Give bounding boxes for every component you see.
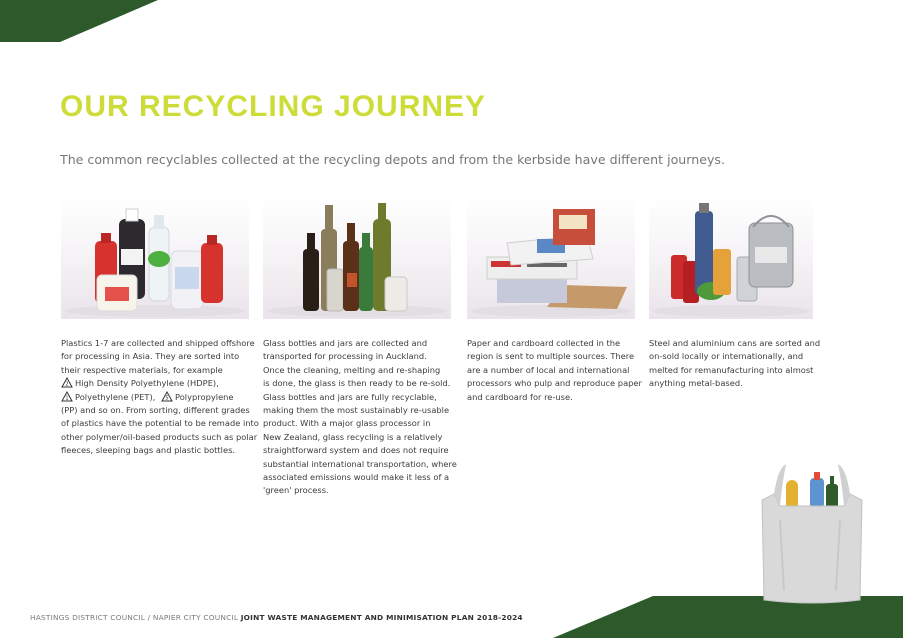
glass-photo bbox=[263, 199, 451, 319]
glass-bottles-illustration bbox=[263, 199, 451, 319]
column-glass bbox=[263, 199, 457, 498]
footer bbox=[30, 613, 523, 622]
svg-text:5: 5 bbox=[165, 395, 169, 402]
paper-description: Paper and cardboard collected in the region is sent to multiple sources. There are a number of local and international processors who pulp and reproduce paper and cardboard for re-use. bbox=[467, 338, 642, 402]
svg-text:1: 1 bbox=[65, 395, 69, 402]
plastics-description: Plastics 1-7 are collected and shipped offshore for processing in Asia. They are sorted into their respective materials, for example 2 High Density Polyethylene (HDPE), 1 Polyethylene (PET), 5 Polypropylene (PP) and so on. From sorting, different grades of plastics have the potential to be remade into other polymer/oil-based products such as polar fleeces, sleeping bags and plastic bottles. bbox=[61, 338, 259, 456]
footer-plan-title: JOINT WASTE MANAGEMENT AND MINIMISATION PLAN 2018-2024 bbox=[240, 613, 523, 622]
cans-photo bbox=[649, 199, 813, 319]
recycle-1-icon bbox=[61, 391, 73, 402]
recycle-2-icon bbox=[61, 377, 73, 388]
svg-text:2: 2 bbox=[65, 381, 69, 388]
page-subtitle: The common recyclables collected at the recycling depots and from the kerbside have different journeys. bbox=[60, 152, 725, 167]
top-left-corner-band bbox=[0, 0, 160, 44]
page-title: OUR RECYCLING JOURNEY bbox=[60, 90, 487, 123]
glass-description: Glass bottles and jars are collected and transported for processing in Auckland. Once the cleaning, melting and re-shaping is done, the glass is then ready to be re-sold. Glass bottles and jars are fully recyclable, making them the most sustainably re-usable product. With a major glass processor in New Zealand, glass recycling is a relatively straightforward system and does not require substantial international transportation, where associated emissions would make it less of a 'green' process. bbox=[263, 338, 457, 496]
steel-aluminium-cans-illustration bbox=[649, 199, 813, 319]
plastic-bottles-illustration bbox=[61, 199, 249, 319]
paper-cardboard-illustration bbox=[467, 199, 635, 319]
column-cans bbox=[649, 199, 821, 391]
plastics-photo bbox=[61, 199, 249, 319]
cans-description: Steel and aluminium cans are sorted and on-sold locally or internationally, and melted for remanufacturing into almost anything metal-based. bbox=[649, 338, 821, 389]
paper-photo bbox=[467, 199, 635, 319]
recycling-bag-illustration bbox=[760, 460, 864, 608]
column-paper bbox=[467, 199, 642, 404]
column-plastics bbox=[61, 199, 259, 458]
footer-council-names: HASTINGS DISTRICT COUNCIL / NAPIER CITY COUNCIL bbox=[30, 613, 239, 622]
recycle-5-icon bbox=[161, 391, 173, 402]
